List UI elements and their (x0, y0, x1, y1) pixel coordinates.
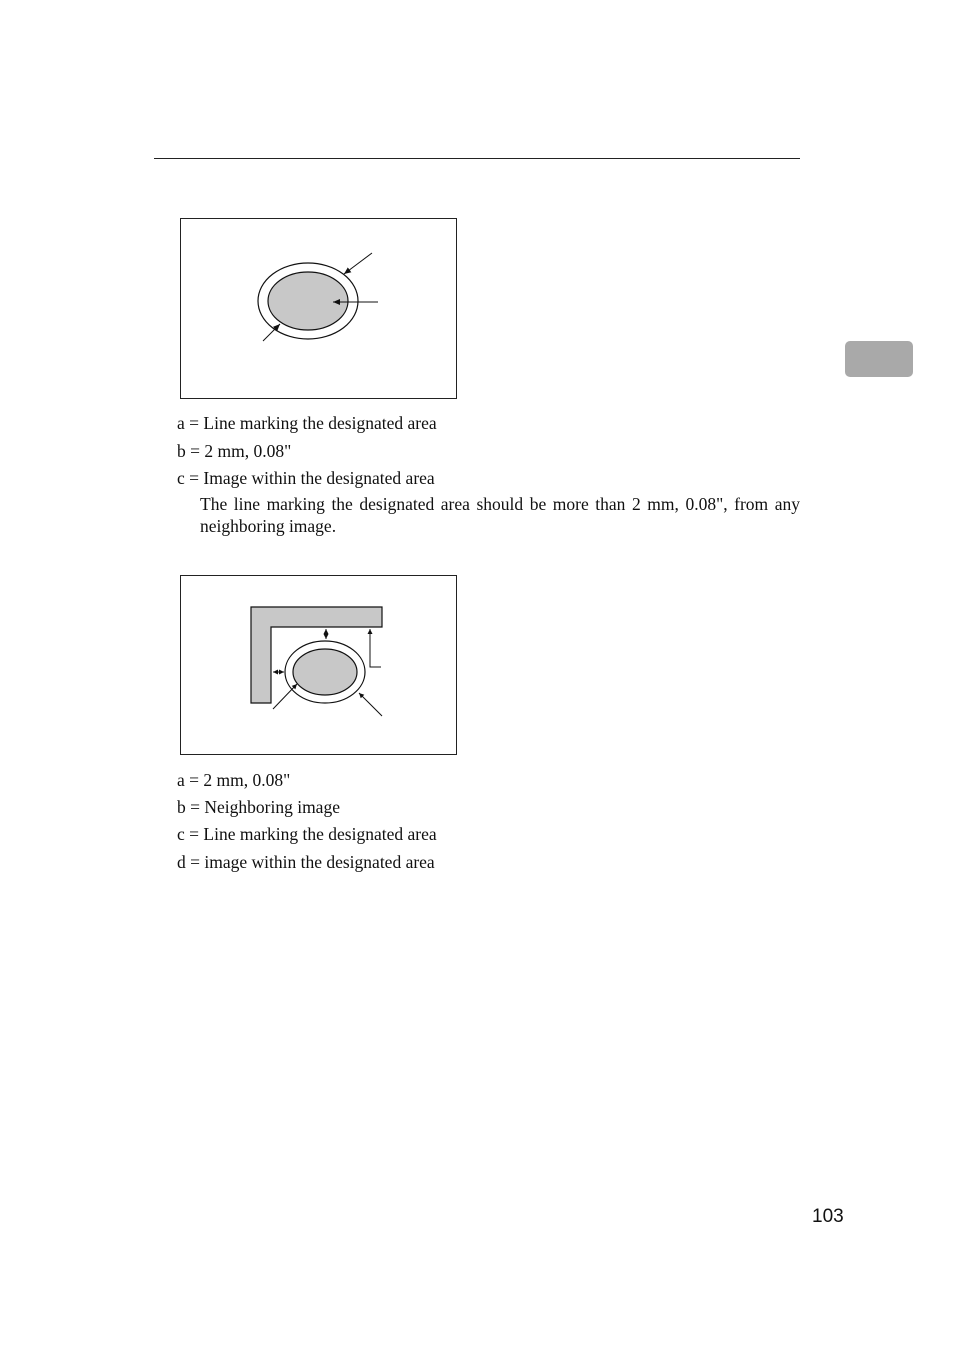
legend-item-b: b = 2 mm, 0.08" (177, 441, 292, 461)
leader-line-d (273, 684, 297, 709)
chapter-tab (845, 341, 913, 377)
legend-item-a: a = Line marking the designated area (177, 413, 437, 433)
designated-area-diagram (181, 219, 456, 398)
legend-item-b: b = Neighboring image (177, 797, 340, 817)
image-ellipse (293, 649, 357, 695)
legend-item-a: a = 2 mm, 0.08" (177, 770, 291, 790)
image-ellipse (268, 272, 348, 330)
legend-item-d: d = image within the designated area (177, 852, 435, 872)
leader-line-b (370, 629, 381, 667)
legend-item-c: c = Image within the designated area (177, 468, 435, 488)
neighboring-image-diagram (181, 576, 456, 754)
header-rule (154, 158, 800, 159)
spacing-note: The line marking the designated area should be more than 2 mm, 0.08", from any neighboring image. (200, 494, 800, 536)
leader-line-c (359, 693, 382, 716)
legend-item-c: c = Line marking the designated area (177, 824, 437, 844)
figure-designated-area (180, 218, 457, 399)
leader-line-a (344, 253, 372, 274)
figure-neighboring-image (180, 575, 457, 755)
page-number: 103 (812, 1206, 844, 1227)
